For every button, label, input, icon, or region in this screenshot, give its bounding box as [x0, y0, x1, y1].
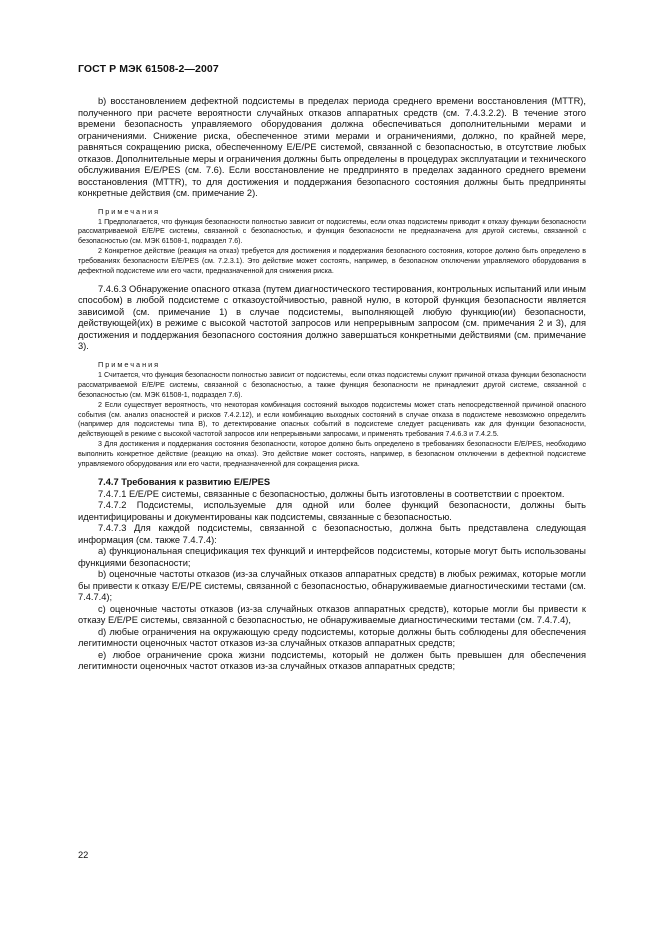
notes-title: Примечания: [98, 359, 161, 369]
paragraph-restoration: b) восстановлением дефектной подсистемы в пределах периода среднего времени восстановления (MTTR), полученного при расчете вероятности случайных отказов аппаратных средств (см. 7.4.3.2.2). В течение этого времени безопасность управляемого оборудования должна обеспечиваться дополнительными мерами и ограничениями. Снижение риска, обеспеченное этими мерами и ограничениями, должно, по крайней мере, равняться сокращению риска, обеспеченному E/E/PE системой, связанной с безопасностью, в отсутствие любых отказов. Дополнительные меры и ограничения должны быть определены в процедурах эксплуатации и технического обслуживания E/E/PES (см. 7.6). Если восстановление не предпринято в пределах заданного среднего времени восстановления (MTTR), то для достижения и поддержания безопасного состояния должны быть предприняты конкретные действия (см. примечание 2).: [78, 96, 586, 198]
note-3: 3 Для достижения и поддержания состояния безопасности, которое должно быть определено в требованиях безопасности E/E/PES, необходимо выполнить конкретное действие (реакцию на отказ). Это действие может состоять, например, в безопасном отключении в дефектной подсистеме управляемого оборудования или его части, предназначенной для сокращения риска.: [78, 440, 586, 469]
list-item-e: e) любое ограничение срока жизни подсистемы, который не должен быть превышен для обеспечения легитимности оценочных частот отказов из-за случайных отказов аппаратных средств;: [78, 649, 586, 671]
list-item-c: c) оценочные частоты отказов (из-за случайных отказов аппаратных средств), которые могли бы привести к отказу E/E/PE системы, связанной с безопасностью, не обнаруживаемые диагностическими тестами (см. 7.4.7.4),: [78, 603, 586, 625]
list-item-d: d) любые ограничения на окружающую среду подсистемы, которые должны быть соблюдены для обеспечения легитимности оценочных частот отказов из-за случайных отказов аппаратных средств;: [78, 626, 586, 648]
document-header: ГОСТ Р МЭК 61508-2—2007: [78, 63, 219, 75]
document-body: [78, 96, 586, 673]
paragraph-7-4-7-3: 7.4.7.3 Для каждой подсистемы, связанной с безопасностью, должна быть представлена следующая информация (см. также 7.4.7.4):: [78, 523, 586, 545]
list-item-b: b) оценочные частоты отказов (из-за случайных отказов аппаратных средств) в любых режимах, которые могли бы привести к отказу E/E/PE системы, связанной с безопасностью, обнаруживаемые диагностическими тестами (см. 7.4.7.4);: [78, 569, 586, 602]
note-1: 1 Считается, что функция безопасности полностью зависит от подсистемы, если отказ подсистемы служит причиной отказа функции безопасности рассматриваемой E/E/PE системы, связанной с безопасностью, а также функция безопасности не принадлежит другой системе, связанной с безопасностью (см. МЭК 61508-1, подраздел 7.6).: [78, 370, 586, 399]
paragraph-7-4-6-3: 7.4.6.3 Обнаружение опасного отказа (путем диагностического тестирования, контрольных испытаний или иным способом) в любой подсистеме с отказоустойчивостью, равной нулю, в которой функция безопасности является зависимой (см. примечание 1) в случае подсистемы, выполняющей любую функцию(ии) безопасности, действующей(их) в режиме с высокой частотой запросов или непрерывным запросом (см. примечания 2 и 3), для достижения и поддержания безопасного состояния должно завершаться конкретными действиями (см. примечание 3).: [78, 283, 586, 352]
list-item-a: a) функциональная спецификация тех функций и интерфейсов подсистемы, которые могут быть использованы функциями безопасности;: [78, 546, 586, 568]
paragraph-7-4-7-2: 7.4.7.2 Подсистемы, используемые для одной или более функций безопасности, должны быть идентифицированы и документированы как подсистемы, связанные с безопасностью.: [78, 500, 586, 522]
notes-title: Примечания: [98, 206, 161, 216]
paragraph-7-4-7-1: 7.4.7.1 E/E/PE системы, связанные с безопасностью, должны быть изготовлены в соответствии с проектом.: [98, 488, 565, 499]
note-2: 2 Если существует вероятность, что некоторая комбинация состояний выходов подсистемы может стать непосредственной причиной опасного события (см. анализ опасностей и рисков 7.4.2.12), и если комбинацию выходных состояний в случае отказа в подсистеме невозможно определить (например для подсистемы типа B), то детектирование опасных событий в подсистеме следует расценивать как для функции безопасности, действующей в режиме с высокой частотой запросов или непрерывными запросами, и применять требования 7.4.6.3 и 7.4.2.5.: [78, 400, 586, 439]
section-heading: 7.4.7 Требования к развитию E/E/PES: [98, 477, 271, 487]
page-number: 22: [78, 850, 89, 860]
note-1: 1 Предполагается, что функция безопасности полностью зависит от подсистемы, если отказ подсистемы приводит к отказу функции безопасности рассматриваемой E/E/PE системы, связанной с безопасностью, и функция безопасности не предназначена для другой системы, связанной с безопасностью (см. МЭК 61508-1, подраздел 7.6).: [78, 217, 586, 246]
note-2: 2 Конкретное действие (реакция на отказ) требуется для достижения и поддержания безопасного состояния, которое должно быть определено в требованиях безопасности E/E/PES (см. 7.2.3.1). Это действие может состоять, например, в безопасном отключении управляемого оборудования в дефектной подсистеме или его части, предназначенной для снижения риска.: [78, 247, 586, 276]
